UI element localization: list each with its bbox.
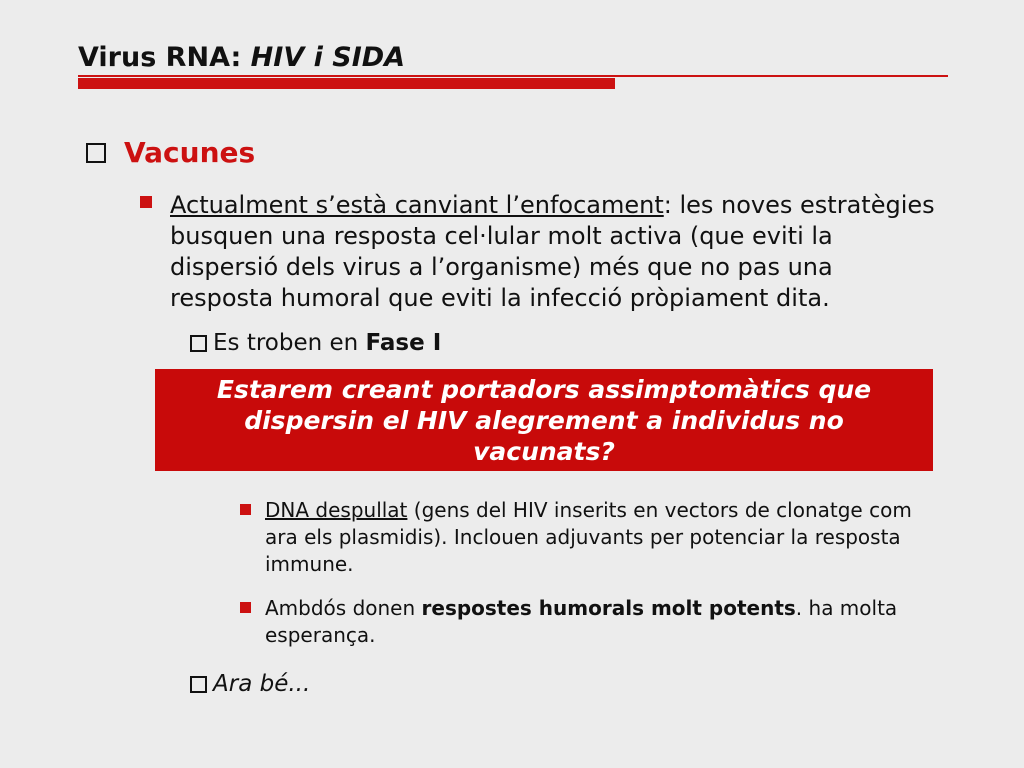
both-bold: respostes humorals molt potents	[421, 596, 796, 620]
paragraph-main-rest: : les noves estratègies busquen una resposta cel·lular molt activa (que eviti la dispersió dels virus a l’organisme) més que no pas una resposta humoral que eviti la infecció pròpiament dita.	[170, 191, 935, 312]
hollow-square-bullet-icon	[190, 335, 207, 352]
callout-box	[155, 369, 933, 471]
both-plain: Ambdós donen	[265, 596, 422, 620]
paragraph-main-text	[170, 190, 938, 314]
title-plain: Virus RNA:	[78, 42, 251, 73]
paragraph-main-underlined: Actualment s’està canviant l’enfocament	[170, 191, 664, 219]
sub-bullet-ara-be	[190, 671, 310, 697]
title-underline-thick	[78, 78, 615, 89]
phase-plain: Es troben en	[213, 330, 366, 356]
dna-rest: (gens del HIV inserits en vectors de clonatge com ara els plasmidis). Inclouen adjuvants per potenciar la resposta immune.	[265, 498, 912, 576]
title-underline-thin	[78, 75, 948, 77]
list-item-both-text	[265, 595, 930, 649]
list-item-both	[240, 595, 930, 649]
sub-bullet-ara-be-text: Ara bé...	[213, 671, 311, 697]
filled-square-bullet-icon	[240, 504, 251, 515]
phase-bold: Fase I	[365, 330, 442, 356]
slide-title	[78, 42, 405, 73]
hollow-square-bullet-icon	[190, 676, 207, 693]
callout-text: Estarem creant portadors assimptomàtics que dispersin el HIV alegrement a individus no vacunats?	[216, 374, 872, 466]
title-italic: HIV i SIDA	[250, 42, 406, 73]
hollow-square-bullet-icon	[86, 143, 106, 163]
paragraph-main	[138, 190, 938, 314]
heading-text: Vacunes	[124, 136, 256, 169]
filled-square-bullet-icon	[240, 602, 251, 613]
sub-bullet-phase	[190, 330, 441, 356]
list-item-dna-text	[265, 497, 930, 578]
dna-underlined: DNA despullat	[265, 498, 408, 522]
section-heading	[86, 136, 255, 169]
list-item-dna	[240, 497, 930, 578]
sub-bullet-phase-text	[213, 330, 441, 356]
both-rest: . ha molta esperança.	[265, 596, 898, 647]
filled-square-bullet-icon	[140, 196, 152, 208]
